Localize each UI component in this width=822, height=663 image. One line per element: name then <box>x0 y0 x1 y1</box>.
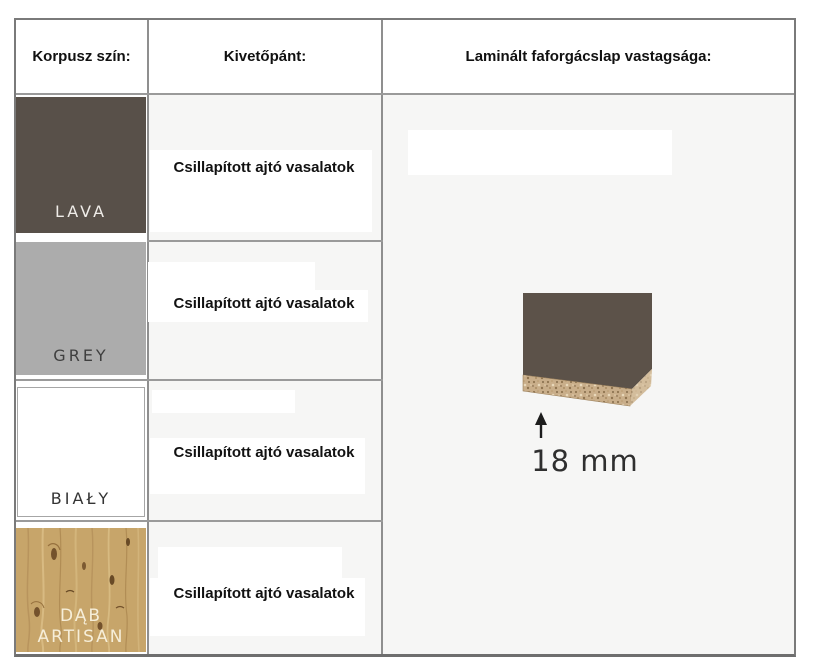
spec-table-body <box>16 20 794 654</box>
column-divider-2 <box>381 20 383 654</box>
row-divider-2 <box>16 379 383 381</box>
hinge-label-row-3: Csillapított ajtó vasalatok <box>173 444 355 461</box>
swatch-lava <box>16 97 146 233</box>
spec-table <box>14 18 796 657</box>
erased-patch <box>408 130 672 175</box>
header-board-thickness: Laminált faforgácslap vastagsága: <box>383 20 794 93</box>
erased-patch <box>152 390 295 413</box>
board-top-face <box>523 293 652 389</box>
column-divider-1 <box>147 20 149 654</box>
hinge-label-row-2: Csillapított ajtó vasalatok <box>173 295 355 312</box>
swatch-bialy <box>17 387 145 517</box>
swatch-dab-artisan <box>16 528 146 652</box>
swatch-label-lava: LAVA <box>54 202 108 221</box>
erased-patch <box>158 547 342 580</box>
row-divider-1 <box>147 240 383 242</box>
swatch-label-dab-artisan: DĄB ARTISAN <box>37 606 125 647</box>
header-corpus-color: Korpusz szín: <box>16 20 147 93</box>
swatch-label-grey: GREY <box>53 346 109 365</box>
header-hinge: Kivetőpánt: <box>149 20 381 93</box>
swatch-grey <box>16 242 146 375</box>
hinge-label-row-4: Csillapított ajtó vasalatok <box>173 585 355 602</box>
up-arrow-icon <box>535 412 547 438</box>
row-divider-3 <box>16 520 383 522</box>
hinge-label-row-1: Csillapított ajtó vasalatok <box>173 159 355 176</box>
chipboard-illustration <box>505 285 668 440</box>
header-divider <box>16 93 794 95</box>
swatch-label-bialy: BIAŁY <box>50 489 112 508</box>
thickness-value: 18 mm <box>531 444 639 478</box>
